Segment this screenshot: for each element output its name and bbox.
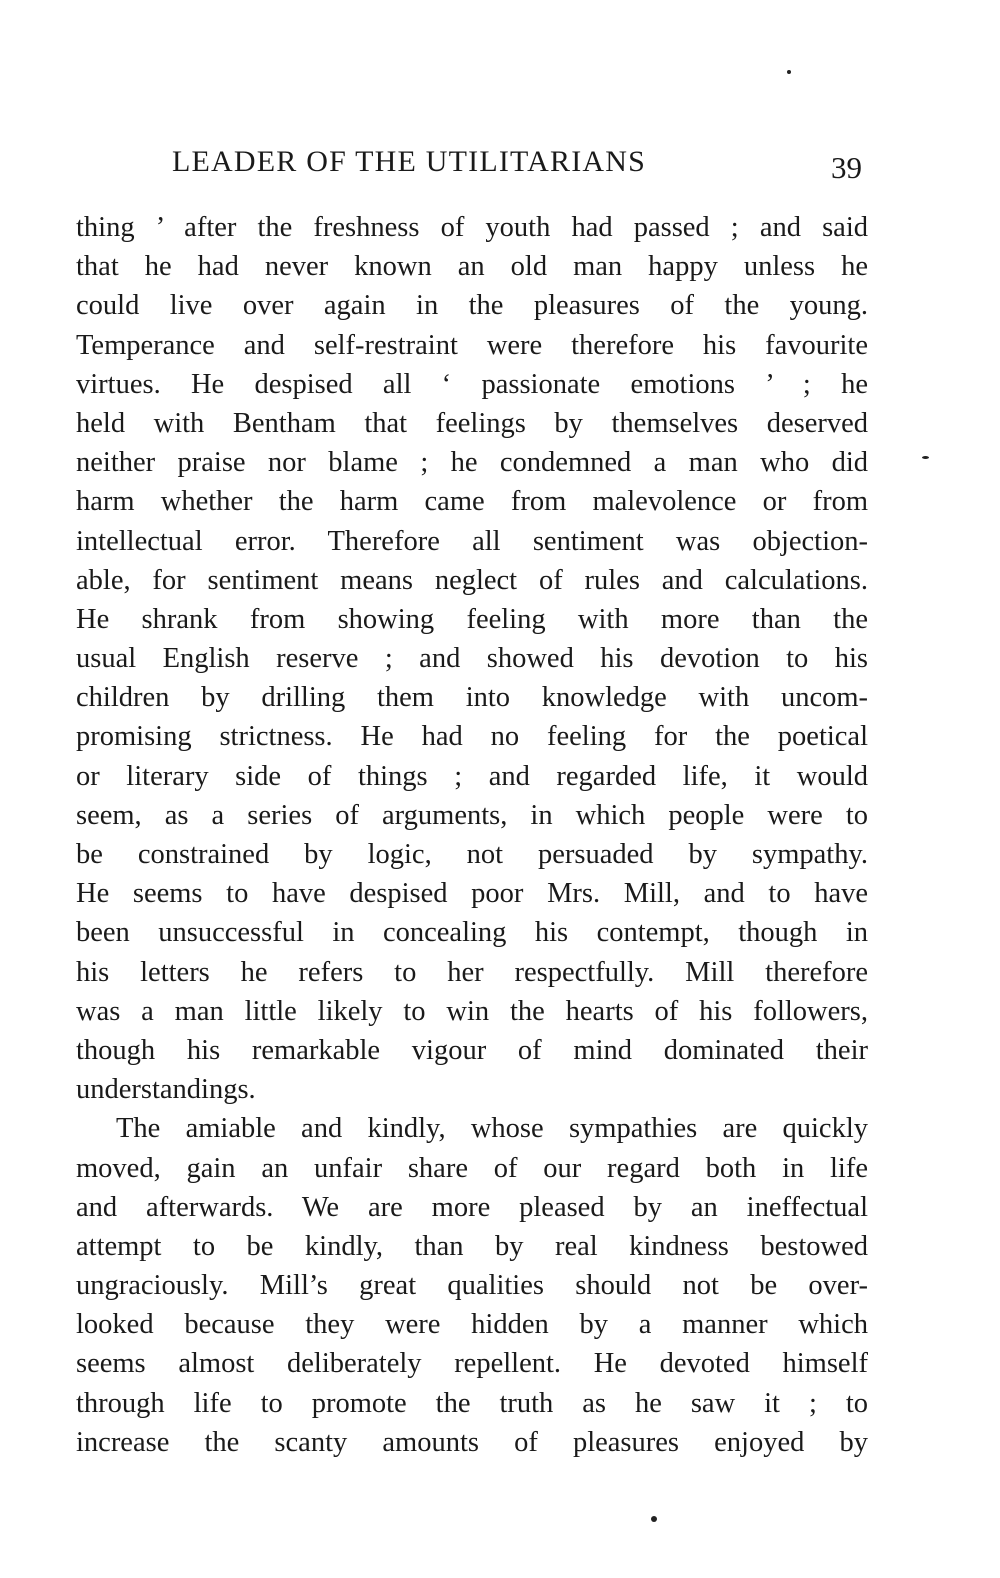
text-line: attempt to be kindly, than by real kindness bestowed — [76, 1230, 868, 1262]
text-line: seems almost deliberately repellent. He devoted himself — [76, 1348, 868, 1380]
text-line: intellectual error. Therefore all sentiment was objection- — [76, 525, 868, 557]
text-line: children by drilling them into knowledge with uncom- — [76, 682, 868, 714]
scan-speck — [651, 1516, 657, 1522]
text-line: could live over again in the pleasures of the young. — [76, 290, 868, 322]
text-line: ungraciously. Mill’s great qualities should not be over- — [76, 1270, 868, 1302]
page-number: 39 — [831, 150, 862, 185]
text-line: harm whether the harm came from malevolence or from — [76, 486, 868, 518]
text-line: seem, as a series of arguments, in which people were to — [76, 799, 868, 831]
paragraph-1 — [76, 208, 868, 1109]
text-line: thing ’ after the freshness of youth had passed ; and said — [76, 212, 868, 243]
scan-speck — [922, 456, 929, 459]
text-line: his letters he refers to her respectfully. Mill therefore — [76, 956, 868, 988]
text-line: usual English reserve ; and showed his devotion to his — [76, 643, 868, 675]
text-line: was a man little likely to win the hearts of his followers, — [76, 995, 868, 1027]
text-line: able, for sentiment means neglect of rules and calculations. — [76, 564, 868, 596]
text-line: neither praise nor blame ; he condemned a man who did — [76, 447, 868, 479]
text-line: be constrained by logic, not persuaded by sympathy. — [76, 839, 868, 870]
text-line: increase the scanty amounts of pleasures enjoyed by — [76, 1426, 868, 1458]
running-head — [172, 142, 872, 186]
text-line: He shrank from showing feeling with more than the — [76, 603, 868, 635]
scan-speck — [787, 70, 791, 74]
text-line: The amiable and kindly, whose sympathies are quickly — [116, 1113, 868, 1145]
text-line: He seems to have despised poor Mrs. Mill, and to have — [76, 878, 868, 910]
text-line: through life to promote the truth as he saw it ; to — [76, 1387, 868, 1419]
text-line: promising strictness. He had no feeling for the poetical — [76, 721, 868, 753]
paragraph-2 — [76, 1109, 868, 1462]
text-line: understandings. — [76, 1074, 256, 1106]
text-line: been unsuccessful in concealing his contempt, though in — [76, 917, 868, 949]
text-line: looked because they were hidden by a manner which — [76, 1309, 868, 1341]
text-line: that he had never known an old man happy unless he — [76, 251, 868, 283]
text-line: virtues. He despised all ‘ passionate emotions ’ ; he — [76, 368, 868, 400]
body-text — [76, 208, 868, 1462]
text-line: or literary side of things ; and regarded life, it would — [76, 760, 868, 792]
running-title: LEADER OF THE UTILITARIANS — [172, 145, 647, 178]
text-line: held with Bentham that feelings by themselves deserved — [76, 407, 868, 439]
text-line: and afterwards. We are more pleased by an ineffectual — [76, 1191, 868, 1223]
text-line: though his remarkable vigour of mind dominated their — [76, 1034, 868, 1066]
text-line: moved, gain an unfair share of our regard both in life — [76, 1152, 868, 1184]
text-line: Temperance and self-restraint were therefore his favourite — [76, 329, 868, 361]
